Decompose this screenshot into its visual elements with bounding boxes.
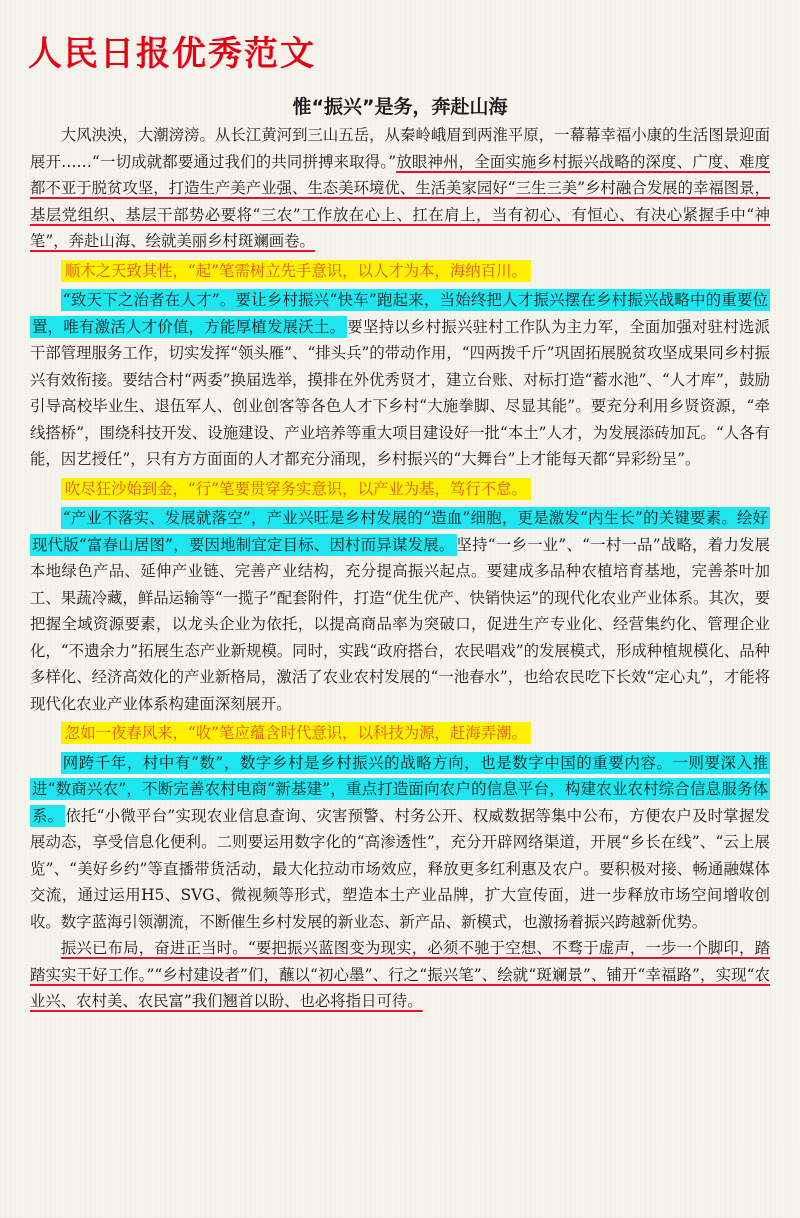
section1-highlight: “致天下之治者在人才”。要让乡村振兴“快车”跑起来，当始终把人才振兴摆在乡村振兴战略中的重要位置，唯有激活人才价值，方能厚植发展沃土。 xyxy=(32,291,768,336)
section1-body: 要坚持以乡村振兴驻村工作队为主力军，全面加强对驻村选派干部管理服务工作，切实发挥“领头雁”、“排头兵”的带动作用，“四两拨千斤”巩固拓展脱贫攻坚成果同乡村振兴有效衔接。要结合村“两委”换届选举，摸排在外优秀贤才，建立台账、对标打造“蓄水池”、“人才库”，鼓励引导高校毕业生、退伍军人、创业创客等各色人才下乡村“大施拳脚、尽显其能”。要充分利用乡贤资源，“牵线搭桥”，围绕科技开发、设施建设、产业培养等重大项目建设好一批“本土”人才，为发展添砖加瓦。“人各有能，因艺授任”，只有方方面面的人才都充分涌现，乡村振兴的“大舞台”上才能每天都“异彩纷呈”。 xyxy=(30,317,770,468)
intro-plain-text: 大风泱泱，大潮滂滂。从长江黄河到三山五岳，从秦岭峨眉到两淮平原，一幕幕幸福小康的生活图景迎面展开……“一切成就都要通过我们的共同拼搏来取得。” xyxy=(30,126,770,171)
intro-underlined-text: 放眼神州，全面实施乡村振兴战略的深度、广度、难度都不亚于脱贫攻坚，打造生产美产业强、生态美环境优、生活美家园好“三生三美”乡村融合发展的幸福图景，基层党组织、基层干部势必要将“三农”工作放在心上、扛在肩上，当有初心、有恒心、有决心紧握手中“神笔”，奔赴山海、绘就美丽乡村斑斓画卷。 xyxy=(30,152,770,250)
section1-subheading: 顺木之天致其性，“起”笔需树立先手意识，以人才为本，海纳百川。 xyxy=(61,260,531,282)
section3-body: 依托“小微平台”实现农业信息查询、灾害预警、村务公开、权威数据等集中公布，方便农户及时掌握发展动态，享受信息化便利。二则要运用数字化的“高渗透性”，充分开辟网络渠道，开展“乡长在线”、“云上展览”、“美好乡约”等直播带货活动，最大化拉动市场效应，释放更多红利惠及农户。要积极对接、畅通融媒体交流，通过运用H5、SVG、微视频等形式，塑造本土产业品牌，扩大宣传面，进一步释放市场空间增收创收。数字蓝海引领潮流，不断催生乡村发展的新业态、新产品、新模式，也激扬着振兴跨越新优势。 xyxy=(30,806,770,931)
intro-paragraph xyxy=(30,122,770,255)
section1-paragraph xyxy=(30,287,770,473)
section2-highlight: “产业不落实、发展就落空”，产业兴旺是乡村发展的“造血”细胞，更是激发“内生长”的关键要素。绘好现代版“富春山居图”，要因地制宜定目标、因村而异谋发展。 xyxy=(32,509,768,554)
section3-subheading-paragraph xyxy=(30,720,770,747)
section3-highlight: 网跨千年，村中有“数”，数字乡村是乡村振兴的战略方向，也是数字中国的重要内容。一则要深入推进“数商兴农”，不断完善农村电商“新基建”，重点打造面向农户的信息平台，构建农业农村综合信息服务体系。 xyxy=(32,753,768,825)
section3-paragraph xyxy=(30,750,770,936)
page-header-title: 人民日报优秀范文 xyxy=(28,34,316,74)
article-title: 惟“振兴”是务，奔赴山海 xyxy=(292,96,508,118)
section2-paragraph xyxy=(30,505,770,717)
section2-body: 坚持“一乡一业”、“一村一品”战略，着力发展本地绿色产品、延伸产业链、完善产业结构，充分提高振兴起点。要建成多品种农植培育基地，完善茶叶加工、果蔬冷藏，鲜品运输等“一揽子”配套附件，打造“优生优产、快销快运”的现代化农业产业体系。其次，要把握全域资源要素，以龙头企业为依托，以提高商品率为突破口，促进生产专业化、经营集约化、管理企业化，“不遗余力”拓展生态产业新规模。同时，实践“政府搭台，农民唱戏”的发展模式，形成种植规模化、品种多样化、经济高效化的产业新格局，激活了农业农村发展的“一池春水”，也给农民吃下长效“定心丸”，才能将现代化农业产业体系构建面深刻展开。 xyxy=(30,535,770,713)
conclusion-underlined-text: 振兴已布局，奋进正当时。“要把振兴蓝图变为现实，必须不驰于空想、不骛于虚声，一步一个脚印，踏踏实实干好工作。”“乡村建设者”们，蘸以“初心墨”、行之“振兴笔”、绘就“斑斓景”、铺开“幸福路”，实现“农业兴、农村美、农民富”我们翘首以盼、也必将指日可待。 xyxy=(30,939,770,1010)
section3-subheading: 忽如一夜春风来，“收”笔应蕴含时代意识，以科技为源，赶海弄潮。 xyxy=(61,722,531,744)
section2-subheading-paragraph xyxy=(30,476,770,503)
article-body xyxy=(30,122,770,1015)
section1-subheading-paragraph xyxy=(30,258,770,285)
section2-subheading: 吹尽狂沙始到金，“行”笔要贯穿务实意识，以产业为基，笃行不怠。 xyxy=(61,478,531,500)
conclusion-paragraph xyxy=(30,935,770,1015)
